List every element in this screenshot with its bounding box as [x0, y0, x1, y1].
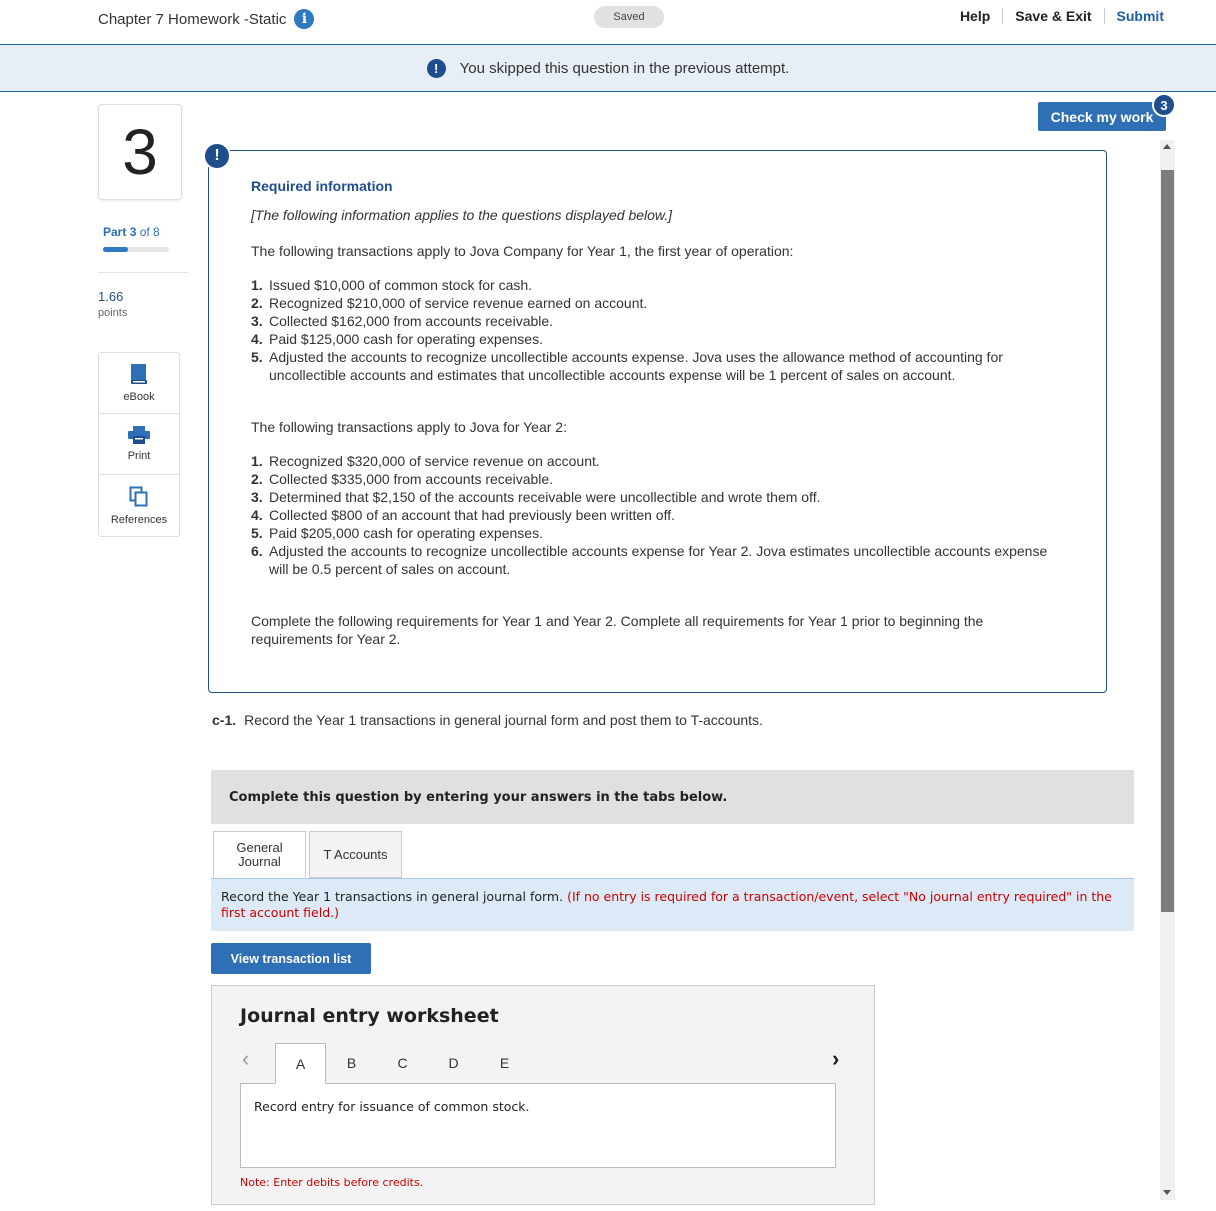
year1-intro: The following transactions apply to Jova Company for Year 1, the first year of operation:: [251, 243, 794, 259]
worksheet-tab-e[interactable]: E: [499, 1055, 510, 1071]
top-bar: [0, 0, 1216, 45]
part-progress-fill: [103, 247, 128, 252]
banner-message: You skipped this question in the previous attempt.: [459, 59, 790, 77]
list-item: 5. Adjusted the accounts to recognize uncollectible accounts expense. Jova uses the allowance method of accounting for uncollectible accounts and estimates that uncollectible accounts expense will be 1 percent of sales on account.: [251, 349, 1003, 383]
scrollbar-thumb[interactable]: [1161, 170, 1174, 912]
worksheet-tab-b[interactable]: B: [346, 1055, 357, 1071]
journal-entry-worksheet: [211, 985, 875, 1205]
alert-icon: !: [427, 59, 446, 78]
tools-panel: [98, 352, 180, 537]
part-of: of 8: [139, 225, 160, 239]
question-prompt: [212, 712, 763, 728]
required-info-note: [The following information applies to the questions displayed below.]: [251, 207, 673, 223]
worksheet-title: Journal entry worksheet: [240, 1005, 499, 1027]
printer-icon: [128, 426, 150, 444]
assignment-title: Chapter 7 Homework -Static: [98, 10, 287, 28]
chevron-right-icon[interactable]: ›: [832, 1046, 840, 1071]
worksheet-entry-text: Record entry for issuance of common stock.: [254, 1099, 530, 1114]
part-progress-bar: [103, 247, 169, 252]
print-button[interactable]: [99, 414, 179, 475]
part-current: 3: [129, 225, 137, 239]
scroll-down-arrow-icon[interactable]: [1163, 1190, 1171, 1195]
closing-text: Complete the following requirements for Year 1 and Year 2. Complete all requirements for Year 1 prior to beginning the requirements for Year 2.: [251, 613, 984, 647]
check-attempts-badge: 3: [1152, 93, 1176, 117]
required-info-alert-icon: !: [203, 142, 231, 170]
print-label: Print: [127, 450, 151, 462]
answer-tabs: [213, 831, 402, 878]
references-button[interactable]: [99, 475, 179, 536]
list-item: 5. Paid $205,000 cash for operating expenses.: [251, 525, 543, 541]
assignment-title-group: [98, 9, 314, 29]
required-info-box: [208, 150, 1107, 693]
top-links: [948, 8, 1164, 24]
book-icon: [129, 363, 149, 385]
worksheet-tab-c[interactable]: C: [397, 1055, 408, 1071]
help-link[interactable]: Help: [948, 8, 1003, 24]
tab-t-accounts[interactable]: T Accounts: [309, 831, 402, 878]
instruction-main: Record the Year 1 transactions in general journal form.: [221, 889, 564, 904]
list-item: 3. Collected $162,000 from accounts receivable.: [251, 313, 554, 329]
chevron-left-icon[interactable]: ‹: [242, 1046, 250, 1071]
ebook-label: eBook: [123, 391, 155, 403]
list-item: 1. Issued $10,000 of common stock for cash.: [251, 277, 533, 293]
references-icon: [129, 486, 149, 508]
worksheet-entry-panel: [240, 1083, 836, 1168]
list-item: 3. Determined that $2,150 of the accounts receivable were uncollectible and wrote them off.: [251, 489, 821, 505]
complete-instructions: Complete this question by entering your answers in the tabs below.: [211, 770, 1134, 824]
part-prefix: Part: [103, 225, 127, 239]
check-my-work-button[interactable]: Check my work: [1038, 102, 1166, 131]
list-item: 4. Paid $125,000 cash for operating expenses.: [251, 331, 543, 347]
info-icon[interactable]: i: [294, 9, 314, 29]
required-info-title: Required information: [251, 178, 393, 194]
submit-link[interactable]: Submit: [1116, 8, 1164, 24]
part-indicator: [103, 225, 160, 239]
year1-list: [251, 276, 1064, 384]
instruction-red-note: (If no entry is required for a transaction/event, select "No journal entry required" in the first account field.): [221, 889, 1112, 920]
worksheet-tab-d[interactable]: D: [448, 1055, 459, 1071]
question-number: 3: [98, 104, 182, 200]
save-exit-link[interactable]: Save & Exit: [1003, 8, 1104, 24]
points-label: points: [98, 307, 128, 319]
worksheet-note: Note: Enter debits before credits.: [240, 1176, 424, 1189]
scroll-up-arrow-icon[interactable]: [1163, 144, 1171, 149]
year2-intro: The following transactions apply to Jova for Year 2:: [251, 419, 567, 435]
list-item: 6. Adjusted the accounts to recognize uncollectible accounts expense for Year 2. Jova estimates uncollectible accounts expense will be 0.5 percent of sales on account.: [251, 543, 1048, 577]
journal-instructions: [211, 878, 1134, 931]
list-item: 2. Collected $335,000 from accounts receivable.: [251, 471, 554, 487]
references-label: References: [110, 513, 168, 526]
year2-list: [251, 452, 1064, 578]
list-item: 4. Collected $800 of an account that had previously been written off.: [251, 507, 676, 523]
sidebar-divider: [98, 272, 188, 273]
skipped-banner: [0, 45, 1216, 92]
question-text: Record the Year 1 transactions in general journal form and post them to T-accounts.: [244, 712, 763, 728]
list-item: 1. Recognized $320,000 of service revenue on account.: [251, 453, 600, 469]
worksheet-tabs: [275, 1043, 530, 1084]
ebook-button[interactable]: [99, 353, 179, 414]
question-label: c-1.: [212, 712, 237, 728]
points-value: 1.66: [98, 289, 124, 304]
tab-general-journal[interactable]: General Journal: [213, 831, 306, 878]
view-transaction-list-button[interactable]: View transaction list: [211, 943, 371, 974]
list-item: 2. Recognized $210,000 of service revenue earned on account.: [251, 295, 648, 311]
saved-status-badge: Saved: [594, 6, 664, 28]
worksheet-tab-a[interactable]: A: [275, 1043, 326, 1084]
